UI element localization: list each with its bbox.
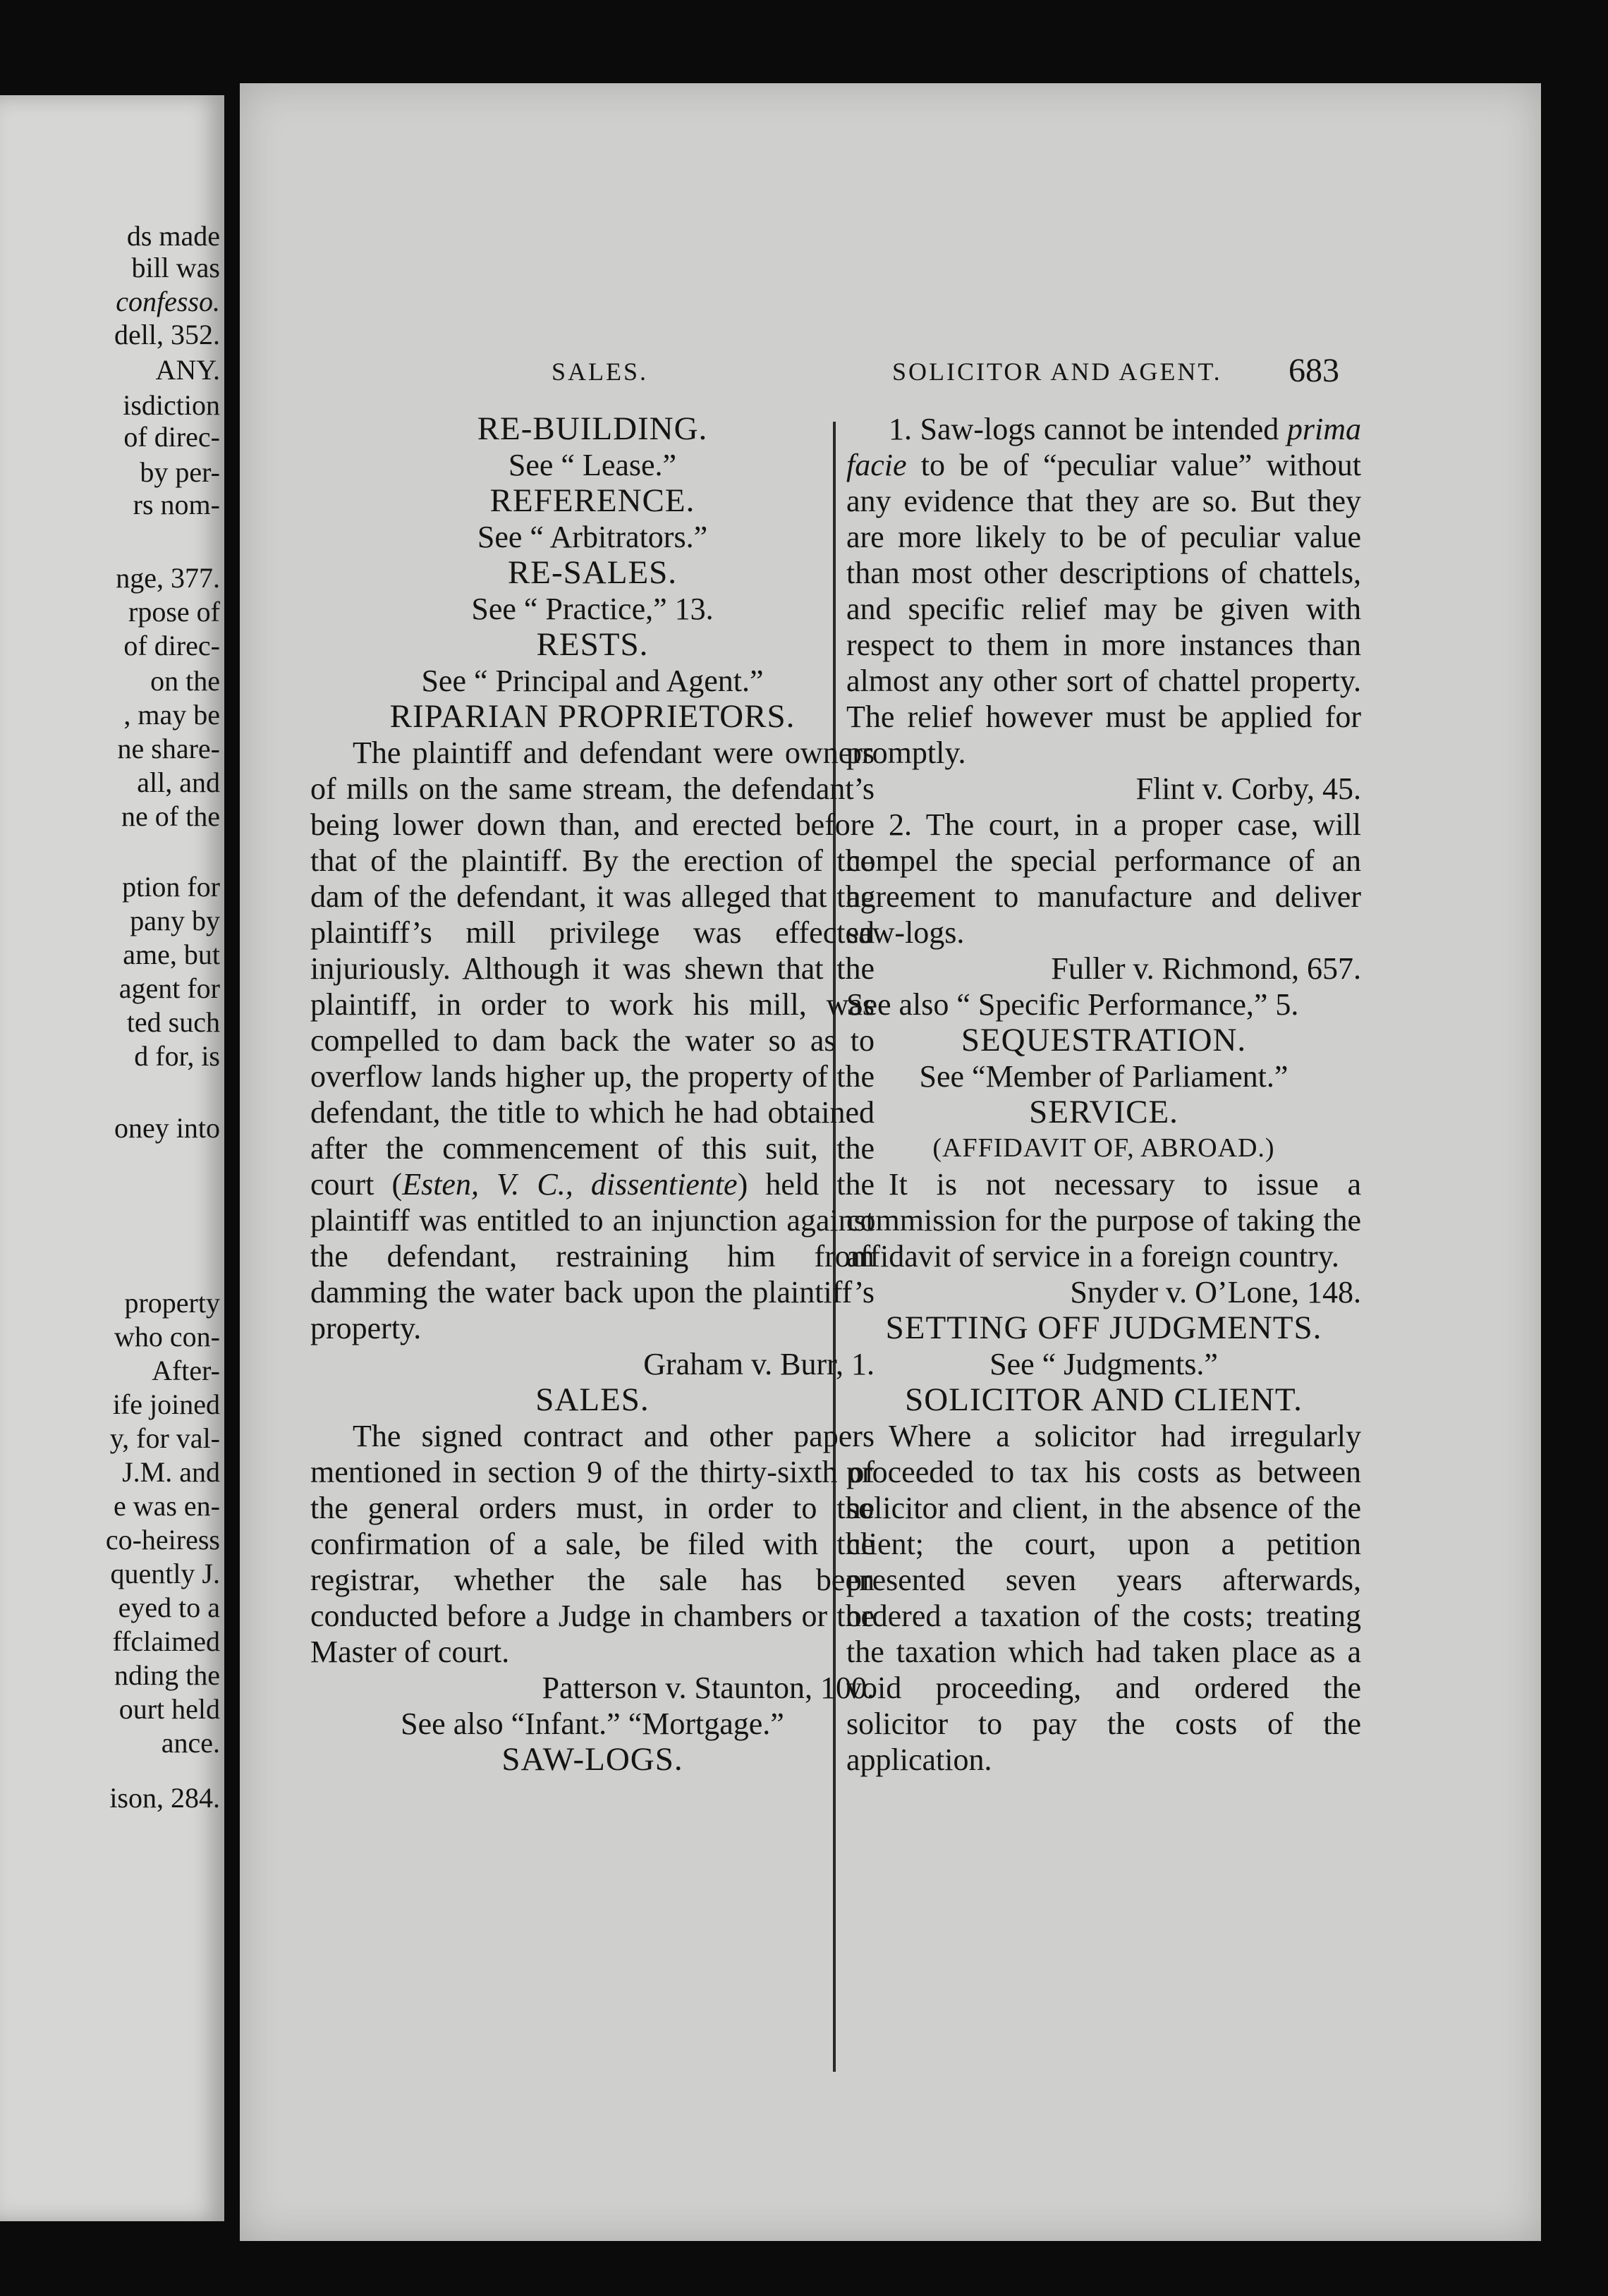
heading-rests: RESTS.: [536, 626, 649, 663]
left-page-line: J.M. and: [122, 1456, 220, 1488]
heading-resales: RE-SALES.: [507, 554, 678, 591]
left-page-line: e was en-: [113, 1490, 220, 1522]
left-column: [310, 411, 875, 1778]
right-column: [846, 411, 1604, 1778]
left-page-line: ne share-: [117, 733, 220, 764]
cross-ref-member-parliament: See “Member of Parliament.”: [919, 1059, 1289, 1094]
cross-ref-principal-agent: See “ Principal and Agent.”: [421, 664, 764, 698]
page-number: 683: [1289, 352, 1339, 389]
paragraph-solicitor: Where a solicitor had irregularly proceeded to tax his costs as between solicitor and client, in the absence of the client; the court, upon a petition presented seven years afterwards, ordered a taxation of the costs; treating the taxation which had taken place as a void proceeding, and ordered the solicitor to pay the costs of the application.: [846, 1419, 1361, 1777]
heading-rebuilding: RE-BUILDING.: [477, 410, 708, 447]
left-page-line: all, and: [137, 767, 220, 798]
cross-ref-arbitrators: See “ Arbitrators.”: [477, 520, 708, 554]
cross-ref-infant-mortgage: See also “Infant.” “Mortgage.”: [401, 1706, 784, 1741]
left-page-line: pany by: [130, 905, 220, 936]
left-page-line: ison, 284.: [109, 1782, 220, 1814]
left-page-line: rs nom-: [133, 489, 220, 520]
left-page-line: who con-: [114, 1321, 220, 1352]
left-page-line: After-: [152, 1355, 220, 1386]
left-page-line: rpose of: [128, 596, 220, 628]
cross-ref-practice: See “ Practice,” 13.: [471, 592, 714, 626]
paragraph-sawlogs-2: 2. The court, in a proper case, will compel the special performance of an agreement to manufacture and deliver saw-logs.: [846, 807, 1361, 950]
heading-reference: REFERENCE.: [489, 482, 695, 519]
left-page-line: ance.: [161, 1727, 220, 1759]
left-page-line: ame, but: [123, 939, 220, 970]
citation-flint: Flint v. Corby, 45.: [1135, 771, 1361, 806]
left-page-line: by per-: [140, 456, 220, 488]
running-head-right: SOLICITOR AND AGENT.: [892, 358, 1222, 386]
citation-fuller: Fuller v. Richmond, 657.: [1051, 951, 1361, 986]
left-page-line: isdiction: [123, 389, 220, 421]
left-page-line: property: [124, 1287, 220, 1319]
subheading-affidavit: (AFFIDAVIT OF, ABROAD.): [932, 1133, 1275, 1163]
left-page-line: nge, 377.: [116, 562, 220, 594]
paragraph-sawlogs-1: 1. Saw-logs cannot be intended prima facie to be of “peculiar value” without any evidence that they are so. But they are more likely to be of peculiar value than most other descriptions of chattels, and specific relief may be given with respect to them in more instances than almost any other sort of chattel property. The relief however must be applied for promptly.: [846, 412, 1361, 770]
left-page-line: quently J.: [110, 1558, 220, 1589]
left-page-line: ted such: [126, 1006, 220, 1038]
left-page-line: ne of the: [121, 800, 220, 832]
left-page-line: confesso.: [116, 286, 220, 317]
paragraph-sales: The signed contract and other papers mentioned in section 9 of the thirty-sixth of the general orders must, in order to the confirmation of a sale, be filed with the registrar, whether the sale has been conducted before a Judge in chambers or the Master of court.: [310, 1419, 875, 1669]
left-page-line: ption for: [122, 871, 220, 903]
left-page-line: d for, is: [134, 1040, 220, 1072]
citation-patterson: Patterson v. Staunton, 100.: [542, 1671, 875, 1705]
cross-ref-judgments: See “ Judgments.”: [989, 1347, 1218, 1381]
left-page-line: eyed to a: [118, 1592, 220, 1623]
left-page-line: , may be: [123, 699, 220, 731]
left-page-line: of direc-: [123, 630, 220, 661]
left-page-line: dell, 352.: [114, 319, 220, 350]
citation-snyder: Snyder v. O’Lone, 148.: [1070, 1275, 1361, 1309]
paragraph-service: It is not necessary to issue a commission for the purpose of taking the affidavit of service in a foreign country.: [846, 1167, 1361, 1274]
left-page-line: bill was: [131, 252, 220, 283]
paragraph-riparian: The plaintiff and defendant were owners of mills on the same stream, the defendant’s being lower down than, and erected before that of the plaintiff. By the erection of the dam of the defendant, it was alleged that the plaintiff’s mill privilege was effected injuriously. Although it was shewn that the plaintiff, in order to work his mill, was compelled to dam back the water so as to overflow lands higher up, the property of the defendant, the title to which he had obtained after the commencement of this suit, the court (Esten, V. C., dissentiente) held the plaintiff was entitled to an injunction against the defendant, restraining him from damming the water back upon the plaintiff’s property.: [310, 735, 875, 1345]
cross-ref-specific-performance: See also “ Specific Performance,” 5.: [846, 987, 1299, 1022]
left-page-line: ife joined: [112, 1388, 220, 1420]
heading-sequestration: SEQUESTRATION.: [961, 1022, 1247, 1058]
book-page: [240, 83, 1541, 2241]
left-page-line: agent for: [118, 972, 220, 1004]
running-head-left: SALES.: [552, 358, 649, 386]
left-page-line: ffclaimed: [112, 1625, 220, 1657]
heading-riparian: RIPARIAN PROPRIETORS.: [389, 698, 796, 735]
heading-service: SERVICE.: [1029, 1094, 1178, 1130]
previous-page-fragment: [0, 95, 224, 2221]
left-page-line: ds made: [126, 220, 220, 252]
left-page-line: co-heiress: [105, 1524, 220, 1556]
citation-graham: Graham v. Burr, 1.: [643, 1347, 875, 1381]
left-page-line: y, for val-: [109, 1422, 220, 1454]
left-page-line: ourt held: [118, 1693, 220, 1725]
heading-sawlogs: SAW-LOGS.: [501, 1741, 683, 1778]
left-page-line: oney into: [114, 1112, 220, 1144]
heading-sales: SALES.: [535, 1381, 650, 1418]
left-page-line: of direc-: [123, 421, 220, 453]
left-page-line: ANY.: [155, 354, 220, 386]
heading-solicitor-client: SOLICITOR AND CLIENT.: [905, 1381, 1303, 1418]
left-page-line: on the: [150, 665, 220, 697]
heading-setting-off: SETTING OFF JUDGMENTS.: [885, 1309, 1322, 1346]
left-page-line: nding the: [114, 1659, 220, 1691]
cross-ref-lease: See “ Lease.”: [508, 448, 677, 482]
